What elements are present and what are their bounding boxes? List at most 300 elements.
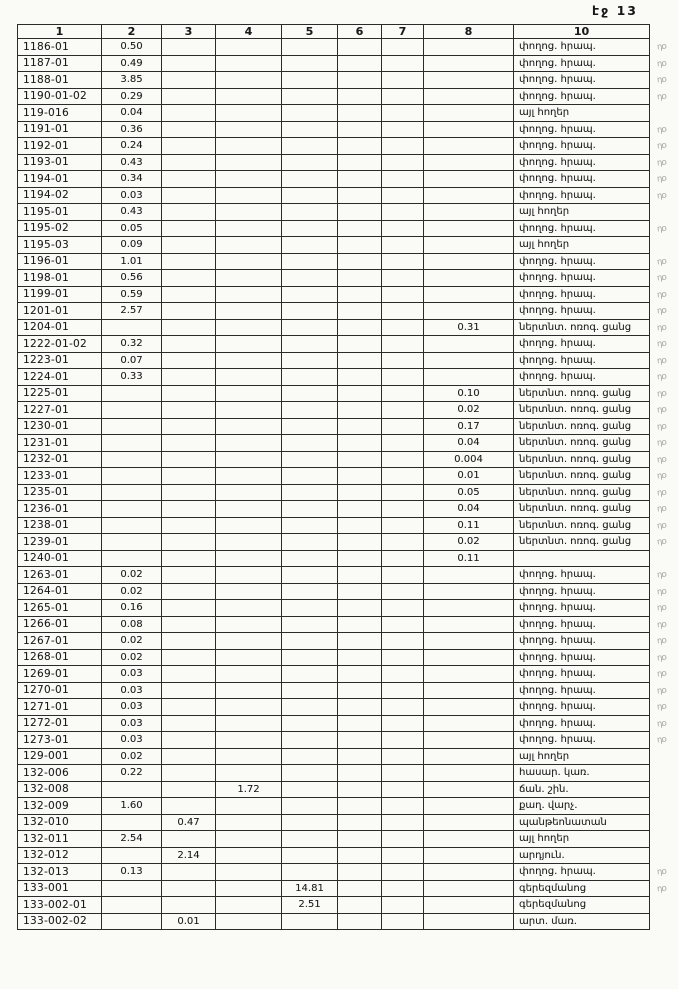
cell-area-value bbox=[382, 319, 424, 336]
cell-area-value bbox=[102, 517, 162, 534]
cell-area-value: 0.07 bbox=[102, 352, 162, 369]
margin-mark bbox=[650, 121, 674, 138]
cell-area-value bbox=[282, 649, 338, 666]
cell-area-value bbox=[338, 649, 382, 666]
cell-area-value bbox=[216, 534, 282, 551]
cell-parcel-code: 1187-01 bbox=[18, 55, 102, 72]
cell-area-value bbox=[282, 666, 338, 683]
margin-mark bbox=[650, 649, 674, 666]
cell-area-value bbox=[216, 72, 282, 89]
cell-area-value: 0.03 bbox=[102, 682, 162, 699]
cell-area-value bbox=[338, 600, 382, 617]
cell-area-value bbox=[382, 501, 424, 518]
cell-area-value bbox=[216, 748, 282, 765]
cell-area-value bbox=[338, 369, 382, 386]
handwritten-ditto-mark: դօ bbox=[656, 602, 667, 614]
table-row bbox=[18, 633, 674, 650]
cell-area-value bbox=[382, 418, 424, 435]
table-row bbox=[18, 649, 674, 666]
cell-area-value bbox=[282, 72, 338, 89]
cell-area-value: 0.09 bbox=[102, 237, 162, 254]
cell-area-value bbox=[338, 105, 382, 122]
cell-area-value bbox=[338, 633, 382, 650]
cell-area-value: 0.56 bbox=[102, 270, 162, 287]
cell-area-value: 0.02 bbox=[102, 748, 162, 765]
cell-area-value bbox=[338, 781, 382, 798]
cell-area-value bbox=[162, 72, 216, 89]
table-row bbox=[18, 138, 674, 155]
cell-area-value bbox=[382, 682, 424, 699]
cell-area-value bbox=[216, 385, 282, 402]
cell-land-use-label: այլ հողեր bbox=[514, 748, 650, 765]
table-row bbox=[18, 880, 674, 897]
cell-area-value bbox=[338, 583, 382, 600]
margin-mark bbox=[650, 550, 674, 567]
margin-mark bbox=[650, 864, 674, 881]
cell-land-use-label: փողոց. հրապ. bbox=[514, 369, 650, 386]
cell-area-value bbox=[102, 319, 162, 336]
cell-area-value bbox=[382, 171, 424, 188]
cell-area-value bbox=[282, 847, 338, 864]
cell-area-value bbox=[102, 501, 162, 518]
cell-area-value bbox=[338, 468, 382, 485]
cell-area-value bbox=[282, 121, 338, 138]
cell-area-value: 0.33 bbox=[102, 369, 162, 386]
cell-area-value bbox=[338, 682, 382, 699]
cell-area-value: 0.03 bbox=[102, 187, 162, 204]
table-row bbox=[18, 616, 674, 633]
margin-mark bbox=[650, 187, 674, 204]
cell-area-value bbox=[338, 72, 382, 89]
cell-land-use-label: փողոց. հրապ. bbox=[514, 286, 650, 303]
cell-area-value: 0.04 bbox=[424, 501, 514, 518]
cell-area-value bbox=[424, 781, 514, 798]
cell-area-value bbox=[338, 534, 382, 551]
cell-area-value bbox=[382, 765, 424, 782]
margin-mark bbox=[650, 352, 674, 369]
handwritten-ditto-mark: դօ bbox=[656, 685, 667, 697]
cell-area-value bbox=[162, 451, 216, 468]
table-row bbox=[18, 39, 674, 56]
cell-area-value bbox=[382, 138, 424, 155]
cell-area-value bbox=[216, 39, 282, 56]
cell-parcel-code: 132-008 bbox=[18, 781, 102, 798]
margin-mark bbox=[650, 814, 674, 831]
cell-area-value bbox=[424, 600, 514, 617]
cell-parcel-code: 1193-01 bbox=[18, 154, 102, 171]
handwritten-ditto-mark: դօ bbox=[656, 371, 667, 383]
cell-area-value bbox=[382, 616, 424, 633]
cell-area-value: 0.31 bbox=[424, 319, 514, 336]
cell-area-value bbox=[282, 154, 338, 171]
cell-area-value bbox=[382, 369, 424, 386]
cell-area-value bbox=[424, 583, 514, 600]
margin-mark bbox=[650, 600, 674, 617]
page-number-label: էջ 13 bbox=[592, 3, 638, 18]
cell-area-value bbox=[162, 484, 216, 501]
cell-area-value bbox=[282, 864, 338, 881]
cell-area-value bbox=[424, 369, 514, 386]
table-row bbox=[18, 781, 674, 798]
cell-area-value bbox=[424, 154, 514, 171]
cell-area-value: 0.11 bbox=[424, 550, 514, 567]
table-row bbox=[18, 418, 674, 435]
cell-area-value bbox=[216, 336, 282, 353]
handwritten-ditto-mark: դօ bbox=[656, 256, 667, 268]
cell-area-value bbox=[338, 270, 382, 287]
cell-area-value bbox=[424, 204, 514, 221]
cell-area-value bbox=[338, 798, 382, 815]
cell-area-value bbox=[424, 913, 514, 930]
cell-area-value bbox=[338, 220, 382, 237]
cell-area-value bbox=[282, 913, 338, 930]
cell-area-value bbox=[424, 286, 514, 303]
margin-mark bbox=[650, 220, 674, 237]
margin-mark bbox=[650, 616, 674, 633]
cell-area-value bbox=[424, 699, 514, 716]
cell-land-use-label: փողոց. հրապ. bbox=[514, 715, 650, 732]
cell-area-value bbox=[162, 897, 216, 914]
margin-mark bbox=[650, 781, 674, 798]
cell-area-value bbox=[162, 88, 216, 105]
cell-area-value bbox=[282, 814, 338, 831]
cell-area-value bbox=[424, 336, 514, 353]
cell-parcel-code: 1224-01 bbox=[18, 369, 102, 386]
cell-area-value bbox=[424, 171, 514, 188]
cell-land-use-label: փողոց. հրապ. bbox=[514, 121, 650, 138]
cell-area-value bbox=[216, 567, 282, 584]
cell-parcel-code: 1186-01 bbox=[18, 39, 102, 56]
cell-area-value bbox=[162, 567, 216, 584]
cell-area-value bbox=[102, 847, 162, 864]
cell-area-value bbox=[382, 39, 424, 56]
cell-parcel-code: 133-002-02 bbox=[18, 913, 102, 930]
cell-parcel-code: 132-013 bbox=[18, 864, 102, 881]
cell-area-value: 1.01 bbox=[102, 253, 162, 270]
cell-area-value bbox=[282, 748, 338, 765]
cell-area-value bbox=[162, 748, 216, 765]
margin-mark bbox=[650, 748, 674, 765]
cell-area-value bbox=[162, 39, 216, 56]
cell-area-value bbox=[282, 319, 338, 336]
cell-area-value bbox=[282, 39, 338, 56]
cell-land-use-label: այլ հողեր bbox=[514, 204, 650, 221]
cell-area-value bbox=[216, 220, 282, 237]
cell-area-value bbox=[162, 55, 216, 72]
cell-area-value bbox=[162, 666, 216, 683]
margin-mark bbox=[650, 204, 674, 221]
cell-area-value bbox=[162, 286, 216, 303]
margin-mark bbox=[650, 501, 674, 518]
cell-area-value bbox=[382, 699, 424, 716]
cell-area-value bbox=[162, 105, 216, 122]
cell-area-value bbox=[338, 897, 382, 914]
cell-area-value bbox=[162, 319, 216, 336]
cell-area-value: 0.03 bbox=[102, 732, 162, 749]
handwritten-ditto-mark: դօ bbox=[656, 718, 667, 730]
cell-parcel-code: 133-001 bbox=[18, 880, 102, 897]
cell-area-value bbox=[216, 517, 282, 534]
cell-area-value bbox=[338, 567, 382, 584]
table-row bbox=[18, 336, 674, 353]
cell-area-value bbox=[338, 402, 382, 419]
cell-area-value bbox=[162, 798, 216, 815]
cell-area-value bbox=[282, 682, 338, 699]
cell-area-value bbox=[282, 501, 338, 518]
cell-area-value bbox=[102, 897, 162, 914]
cell-area-value bbox=[282, 567, 338, 584]
cell-area-value: 0.05 bbox=[102, 220, 162, 237]
cell-area-value bbox=[162, 682, 216, 699]
handwritten-ditto-mark: դօ bbox=[656, 74, 667, 86]
cell-area-value: 0.02 bbox=[424, 402, 514, 419]
cell-area-value bbox=[216, 633, 282, 650]
cell-area-value: 1.72 bbox=[216, 781, 282, 798]
cell-area-value bbox=[282, 204, 338, 221]
cell-area-value bbox=[282, 781, 338, 798]
cell-area-value bbox=[162, 237, 216, 254]
cell-area-value: 14.81 bbox=[282, 880, 338, 897]
cell-area-value bbox=[282, 765, 338, 782]
cell-parcel-code: 1188-01 bbox=[18, 72, 102, 89]
cell-area-value bbox=[102, 781, 162, 798]
table-row bbox=[18, 699, 674, 716]
cell-area-value bbox=[382, 814, 424, 831]
table-row bbox=[18, 121, 674, 138]
cell-land-use-label: փողոց. հրապ. bbox=[514, 336, 650, 353]
cell-parcel-code: 132-009 bbox=[18, 798, 102, 815]
cell-parcel-code: 1235-01 bbox=[18, 484, 102, 501]
cell-area-value: 2.51 bbox=[282, 897, 338, 914]
table-row bbox=[18, 517, 674, 534]
margin-mark bbox=[650, 534, 674, 551]
column-header-8: 8 bbox=[424, 25, 514, 39]
margin-mark bbox=[650, 715, 674, 732]
margin-mark bbox=[650, 484, 674, 501]
cell-land-use-label: ներտնտ. ոռոգ. ցանց bbox=[514, 468, 650, 485]
cell-area-value bbox=[216, 666, 282, 683]
cell-land-use-label: գերեզմանոց bbox=[514, 880, 650, 897]
handwritten-ditto-mark: դօ bbox=[656, 355, 667, 367]
cell-area-value bbox=[382, 583, 424, 600]
cell-area-value bbox=[216, 649, 282, 666]
cell-area-value bbox=[424, 567, 514, 584]
cell-area-value: 0.02 bbox=[102, 567, 162, 584]
cell-area-value bbox=[338, 831, 382, 848]
cell-area-value bbox=[382, 468, 424, 485]
cell-area-value: 0.03 bbox=[102, 666, 162, 683]
table-row bbox=[18, 253, 674, 270]
cell-land-use-label: փողոց. հրապ. bbox=[514, 616, 650, 633]
cell-area-value: 0.13 bbox=[102, 864, 162, 881]
cell-land-use-label: քաղ. վարչ. bbox=[514, 798, 650, 815]
table-row bbox=[18, 352, 674, 369]
cell-land-use-label: փողոց. հրապ. bbox=[514, 171, 650, 188]
cell-area-value bbox=[338, 187, 382, 204]
handwritten-ditto-mark: դօ bbox=[656, 866, 667, 878]
cell-land-use-label: ներտնտ. ոռոգ. ցանց bbox=[514, 418, 650, 435]
cell-area-value bbox=[102, 435, 162, 452]
cell-land-use-label: պանթեոնատան bbox=[514, 814, 650, 831]
cell-area-value bbox=[216, 501, 282, 518]
cell-parcel-code: 132-010 bbox=[18, 814, 102, 831]
cell-area-value: 2.57 bbox=[102, 303, 162, 320]
handwritten-ditto-mark: դօ bbox=[656, 635, 667, 647]
cell-area-value bbox=[338, 435, 382, 452]
cell-area-value bbox=[338, 336, 382, 353]
handwritten-ditto-mark: դօ bbox=[656, 586, 667, 598]
cell-area-value bbox=[216, 105, 282, 122]
table-row bbox=[18, 435, 674, 452]
cell-land-use-label: փողոց. հրապ. bbox=[514, 352, 650, 369]
cell-parcel-code: 119-016 bbox=[18, 105, 102, 122]
cell-area-value bbox=[216, 880, 282, 897]
cell-land-use-label bbox=[514, 550, 650, 567]
table-row bbox=[18, 501, 674, 518]
cell-area-value bbox=[382, 600, 424, 617]
margin-mark bbox=[650, 913, 674, 930]
cell-parcel-code: 1272-01 bbox=[18, 715, 102, 732]
cell-land-use-label: ներտնտ. ոռոգ. ցանց bbox=[514, 402, 650, 419]
cell-area-value bbox=[162, 468, 216, 485]
cell-area-value bbox=[424, 864, 514, 881]
cell-area-value bbox=[162, 649, 216, 666]
cell-land-use-label: արդյուն. bbox=[514, 847, 650, 864]
cell-area-value: 0.17 bbox=[424, 418, 514, 435]
cell-area-value bbox=[338, 385, 382, 402]
margin-mark bbox=[650, 682, 674, 699]
cell-area-value bbox=[282, 600, 338, 617]
cell-area-value bbox=[162, 385, 216, 402]
table-row bbox=[18, 567, 674, 584]
cell-area-value bbox=[162, 583, 216, 600]
cell-area-value bbox=[282, 484, 338, 501]
cell-land-use-label: ներտնտ. ոռոգ. ցանց bbox=[514, 484, 650, 501]
handwritten-ditto-mark: դօ bbox=[656, 338, 667, 350]
cell-area-value bbox=[382, 303, 424, 320]
margin-mark bbox=[650, 385, 674, 402]
table-row bbox=[18, 715, 674, 732]
cell-area-value bbox=[282, 435, 338, 452]
cell-area-value: 0.02 bbox=[102, 583, 162, 600]
cell-land-use-label: փողոց. հրապ. bbox=[514, 303, 650, 320]
cell-parcel-code: 1270-01 bbox=[18, 682, 102, 699]
cell-area-value bbox=[216, 88, 282, 105]
cell-land-use-label: փողոց. հրապ. bbox=[514, 633, 650, 650]
cell-area-value bbox=[424, 715, 514, 732]
margin-mark bbox=[650, 418, 674, 435]
cell-area-value bbox=[424, 847, 514, 864]
cell-parcel-code: 1194-01 bbox=[18, 171, 102, 188]
handwritten-ditto-mark: դօ bbox=[656, 305, 667, 317]
cell-land-use-label: ներտնտ. ոռոգ. ցանց bbox=[514, 501, 650, 518]
cell-area-value bbox=[382, 55, 424, 72]
cell-land-use-label: փողոց. հրապ. bbox=[514, 649, 650, 666]
cell-area-value bbox=[282, 270, 338, 287]
cell-area-value bbox=[382, 451, 424, 468]
cell-parcel-code: 1230-01 bbox=[18, 418, 102, 435]
cell-area-value bbox=[162, 253, 216, 270]
cell-area-value bbox=[282, 418, 338, 435]
cell-area-value bbox=[382, 270, 424, 287]
cell-area-value bbox=[424, 121, 514, 138]
cell-land-use-label: փողոց. հրապ. bbox=[514, 682, 650, 699]
cell-parcel-code: 132-012 bbox=[18, 847, 102, 864]
cell-area-value bbox=[338, 286, 382, 303]
cell-area-value bbox=[338, 550, 382, 567]
cell-area-value bbox=[162, 187, 216, 204]
cell-area-value bbox=[162, 121, 216, 138]
cell-area-value bbox=[216, 187, 282, 204]
cell-land-use-label: ճան. շին. bbox=[514, 781, 650, 798]
cell-area-value bbox=[216, 583, 282, 600]
cell-area-value bbox=[282, 402, 338, 419]
cell-land-use-label: փողոց. հրապ. bbox=[514, 154, 650, 171]
cell-land-use-label: փողոց. հրապ. bbox=[514, 253, 650, 270]
cell-parcel-code: 1264-01 bbox=[18, 583, 102, 600]
cell-land-use-label: ներտնտ. ոռոգ. ցանց bbox=[514, 517, 650, 534]
cell-area-value bbox=[424, 138, 514, 155]
handwritten-ditto-mark: դօ bbox=[656, 437, 667, 449]
cell-area-value bbox=[162, 534, 216, 551]
table-row bbox=[18, 270, 674, 287]
cell-area-value bbox=[216, 831, 282, 848]
cell-area-value bbox=[424, 220, 514, 237]
cell-area-value bbox=[162, 435, 216, 452]
handwritten-ditto-mark: դօ bbox=[656, 322, 667, 334]
handwritten-ditto-mark: դօ bbox=[656, 190, 667, 202]
handwritten-ditto-mark: դօ bbox=[656, 487, 667, 499]
cell-area-value bbox=[282, 534, 338, 551]
cell-area-value bbox=[216, 913, 282, 930]
margin-mark bbox=[650, 765, 674, 782]
cell-area-value bbox=[216, 897, 282, 914]
cell-area-value bbox=[338, 517, 382, 534]
table-row bbox=[18, 534, 674, 551]
cell-parcel-code: 1269-01 bbox=[18, 666, 102, 683]
margin-mark bbox=[650, 72, 674, 89]
cell-area-value bbox=[382, 567, 424, 584]
cell-land-use-label: փողոց. հրապ. bbox=[514, 864, 650, 881]
cell-area-value bbox=[424, 666, 514, 683]
cell-area-value bbox=[282, 550, 338, 567]
cell-area-value bbox=[382, 385, 424, 402]
cell-area-value: 0.43 bbox=[102, 204, 162, 221]
cell-area-value bbox=[382, 352, 424, 369]
cell-area-value: 1.60 bbox=[102, 798, 162, 815]
cell-area-value bbox=[382, 847, 424, 864]
cell-area-value bbox=[162, 270, 216, 287]
handwritten-ditto-mark: դօ bbox=[656, 569, 667, 581]
cell-area-value bbox=[382, 798, 424, 815]
table-row bbox=[18, 286, 674, 303]
cell-area-value bbox=[216, 286, 282, 303]
cell-parcel-code: 1267-01 bbox=[18, 633, 102, 650]
cell-area-value bbox=[216, 154, 282, 171]
cell-area-value bbox=[216, 418, 282, 435]
handwritten-ditto-mark: դօ bbox=[656, 173, 667, 185]
cell-area-value bbox=[102, 418, 162, 435]
cell-area-value bbox=[382, 72, 424, 89]
table-row bbox=[18, 583, 674, 600]
cell-area-value bbox=[216, 138, 282, 155]
margin-mark bbox=[650, 435, 674, 452]
handwritten-ditto-mark: դօ bbox=[656, 421, 667, 433]
cell-area-value: 0.04 bbox=[102, 105, 162, 122]
cell-area-value bbox=[338, 154, 382, 171]
cell-land-use-label: փողոց. հրապ. bbox=[514, 600, 650, 617]
margin-mark bbox=[650, 319, 674, 336]
